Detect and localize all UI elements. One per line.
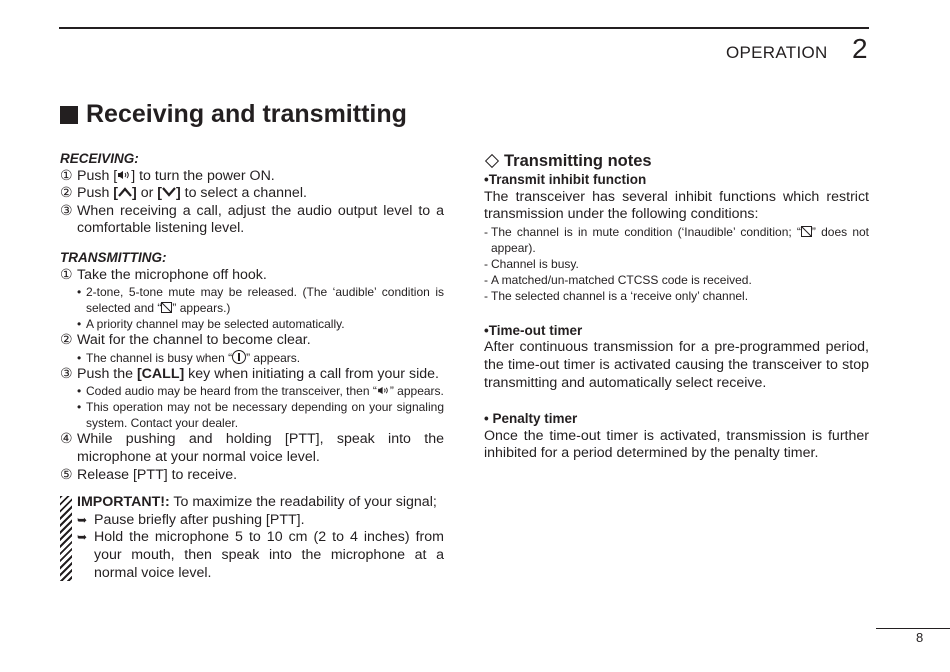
power-key-icon: [117, 170, 131, 182]
mute-speaker-icon: [161, 302, 172, 313]
important-note: IMPORTANT!: To maximize the readability of your signal; ➥ Pause briefly after pushing [PTT]. ➥ Hold the microphone 5 to 10 cm (2 to 4 inches) from your mouth, then speak into the microphone at a normal voice level.: [60, 494, 444, 582]
transmitting-step-3: ③ Push the [CALL] key when initiating a call from your side.: [60, 365, 439, 382]
list-item: - The channel is in mute condition (‘Inaudible’ condition; “ ” does not appear).: [484, 224, 870, 255]
receiving-heading: RECEIVING:: [60, 151, 139, 166]
penalty-text: Once the time-out timer is activated, transmission is further inhibited for a period determined by the penalty timer.: [484, 427, 869, 462]
list-item: • This operation may not be necessary depending on your signaling system. Contact your dealer.: [77, 400, 444, 431]
transmitting-step-1: ① Take the microphone off hook.: [60, 266, 267, 283]
list-item: ➥ Pause briefly after pushing [PTT].: [77, 511, 305, 528]
inhibit-text: The transceiver has several inhibit functions which restrict transmission under the following conditions:: [484, 188, 869, 223]
section-label: OPERATION: [726, 43, 828, 62]
receiving-step-3: ③ When receiving a call, adjust the audio output level to a comfortable listening level.: [60, 202, 444, 237]
penalty-heading: • Penalty timer: [484, 411, 578, 427]
transmitting-step-5: ⑤ Release [PTT] to receive.: [60, 466, 238, 483]
left-column: [60, 150, 444, 582]
title-square-icon: [60, 106, 78, 124]
arrow-bullet-icon: ➥: [77, 530, 88, 545]
list-item: - Channel is busy.: [484, 256, 579, 271]
busy-indicator-icon: [232, 350, 246, 364]
timeout-text: After continuous transmission for a pre-programmed period, the time-out timer is activated causing the transceiver to stop transmitting and automatically select receive.: [484, 339, 869, 391]
down-arrow-key-icon: [162, 187, 176, 199]
list-item: - The selected channel is a ‘receive only’ channel.: [484, 288, 749, 303]
mute-speaker-icon: [801, 226, 812, 237]
warning-stripe-icon: [60, 496, 72, 581]
timeout-heading: •Time-out timer: [484, 322, 583, 338]
top-rule: [59, 27, 869, 29]
page-number: 8: [916, 630, 924, 645]
transmitting-step-2: ② Wait for the channel to become clear.: [60, 332, 311, 349]
arrow-bullet-icon: ➥: [77, 512, 88, 527]
page-title: [60, 100, 407, 129]
list-item: • Coded audio may be heard from the transceiver, then “ ” appears.: [77, 384, 444, 399]
up-arrow-key-icon: [118, 187, 132, 199]
list-item: ➥ Hold the microphone 5 to 10 cm (2 to 4 inches) from your mouth, then speak into the microphone at a normal voice level.: [77, 529, 444, 581]
diamond-icon: [485, 154, 499, 168]
right-column: [484, 151, 869, 463]
transmitting-notes-heading: Transmitting notes: [484, 151, 869, 171]
section-number: 2: [852, 33, 868, 64]
footer-rule: [876, 628, 950, 629]
receiving-step-1: ① Push [ ] to turn the power ON.: [60, 167, 275, 184]
page-title-text: Receiving and transmitting: [86, 100, 407, 128]
transmitting-step-4: ④ While pushing and holding [PTT], speak into the microphone at your normal voice level.: [60, 431, 444, 465]
transmitting-heading: TRANSMITTING:: [60, 249, 167, 265]
list-item: • The channel is busy when “ ” appears.: [77, 350, 301, 365]
list-item: - A matched/un-matched CTCSS code is received.: [484, 272, 752, 287]
receiving-step-2: ② Push [ ] or [ ] to select a channel.: [60, 185, 307, 202]
list-item: • A priority channel may be selected automatically.: [77, 317, 345, 332]
audible-speaker-icon: [377, 385, 390, 397]
list-item: • 2-tone, 5-tone mute may be released. (The ‘audible’ condition is selected and “ ” appears.): [77, 285, 444, 316]
inhibit-heading: •Transmit inhibit function: [484, 172, 647, 187]
